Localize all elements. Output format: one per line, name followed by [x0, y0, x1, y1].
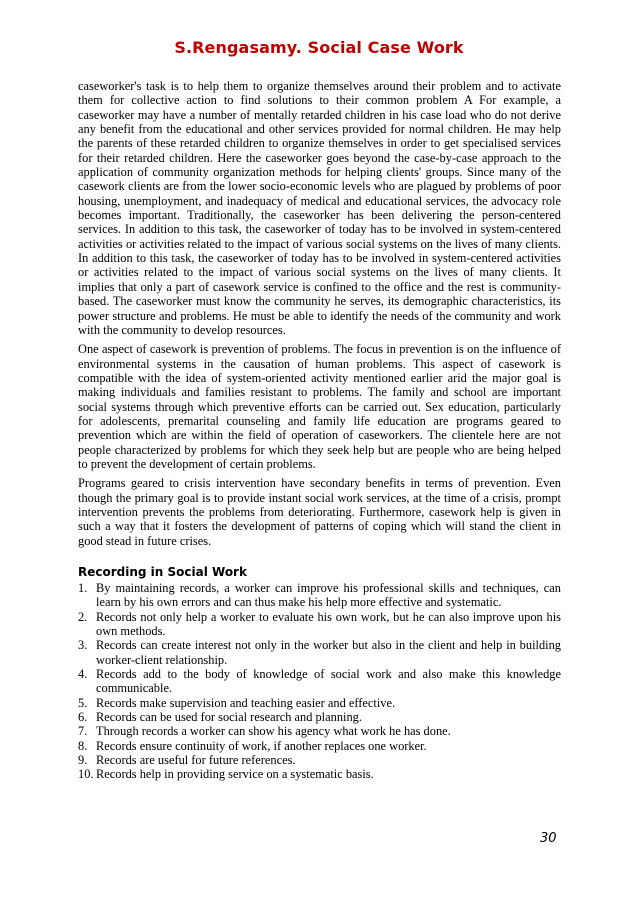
list-item-number: 9. [78, 753, 88, 768]
list-item [78, 724, 561, 738]
page-number: 30 [540, 831, 557, 846]
list-item-text: By maintaining records, a worker can improve his professional skills and techniques, can learn by his own errors and can thus make his help more effective and systematic. [96, 581, 561, 610]
list-item [78, 696, 561, 710]
body-paragraph-2: One aspect of casework is prevention of problems. The focus in prevention is on the influence of environmental systems in the causation of human problems. This aspect of casework is compatible with the idea of system-oriented activity mentioned earlier arid the major goal is making individuals and families resistant to problems. The family and school are important social systems through which preventive efforts can be carried out. Sex education, particularly for adolescents, premarital counseling and family life education are programs geared to prevention which are within the field of operation of caseworkers. The clientele here are not people characterized by problems for which they seek help but are people who are being helped to prevent the development of certain problems. [78, 342, 561, 471]
list-item [78, 767, 561, 781]
list-item-number: 8. [78, 738, 88, 753]
list-item-text: Records not only help a worker to evaluate his own work, but he can also improve upon his own methods. [96, 609, 561, 639]
list-item-text: Through records a worker can show his agency what work he has done. [96, 724, 451, 739]
list-item-number: 10. [78, 767, 94, 782]
list-item-number: 2. [78, 609, 88, 624]
body-paragraph-3: Programs geared to crisis intervention have secondary benefits in terms of prevention. Even though the primary goal is to provide instant social work services, at the time of a crisis, prompt intervention prevents the problems from deteriorating. Furthermore, casework help is given in such a way that it fosters the development of patterns of coping which will stand the client in good stead in future crises. [78, 476, 561, 548]
list-item-number: 3. [78, 638, 88, 653]
list-item [78, 710, 561, 724]
list-item-text: Records help in providing service on a systematic basis. [96, 767, 374, 782]
list-item-text: Records make supervision and teaching easier and effective. [96, 695, 396, 710]
body-paragraph-1: caseworker's task is to help them to organize themselves around their problem and to activate them for collective action to find solutions to their common problem A For example, a caseworker may have a number of mentally retarded children in his case load who do not derive any benefit from the educational and other services provided for normal children. He may help the parents of these retarded children to organize themselves in order to get specialised services for their retarded children. Here the caseworker goes beyond the case-by-case approach to the application of community organization methods for helping clients' groups. Since many of the casework clients are from the lower socio-economic levels who are plagued by problems of poor housing, unemployment, and inadequacy of medical and educational services, the advocacy role becomes important. Traditionally, the caseworker has been delivering the person-centered services. In addition to this task, the caseworker of today has to be involved in system-centered activities or activities related to the impact of various social systems on the lives of many clients. In addition to this task, the caseworker of today has to be involved in system-centered activities or activities related to the impact of various social systems on the lives of many clients. It implies that only a part of casework service is confined to the office and the rest is community-based. The caseworker must know the community he serves, its demographic characteristics, its power structure and problems. He must be able to identify the needs of the community and work with the community to develop resources. [78, 79, 561, 337]
list-item-number: 1. [78, 581, 88, 595]
list-item-text: Records ensure continuity of work, if another replaces one worker. [96, 738, 427, 753]
section-heading: Recording in Social Work [78, 565, 247, 579]
list-item-text: Records can be used for social research and planning. [96, 710, 362, 725]
list-item-number: 6. [78, 710, 88, 725]
records-list [78, 581, 561, 782]
list-item [78, 638, 561, 667]
list-item-text: Records are useful for future references. [96, 753, 296, 768]
list-item-number: 5. [78, 695, 88, 710]
list-item [78, 753, 561, 767]
list-item-number: 4. [78, 667, 88, 682]
document-body [78, 79, 561, 782]
page-header-title: S.Rengasamy. Social Case Work [174, 38, 464, 57]
list-item [78, 667, 561, 696]
list-item-number: 7. [78, 724, 88, 739]
list-item [78, 581, 561, 610]
list-item-text: Records add to the body of knowledge of social work and also make this knowledge communicable. [96, 667, 561, 696]
list-item [78, 739, 561, 753]
list-item [78, 610, 561, 639]
list-item-text: Records can create interest not only in the worker but also in the client and help in building worker-client relationship. [96, 638, 561, 667]
